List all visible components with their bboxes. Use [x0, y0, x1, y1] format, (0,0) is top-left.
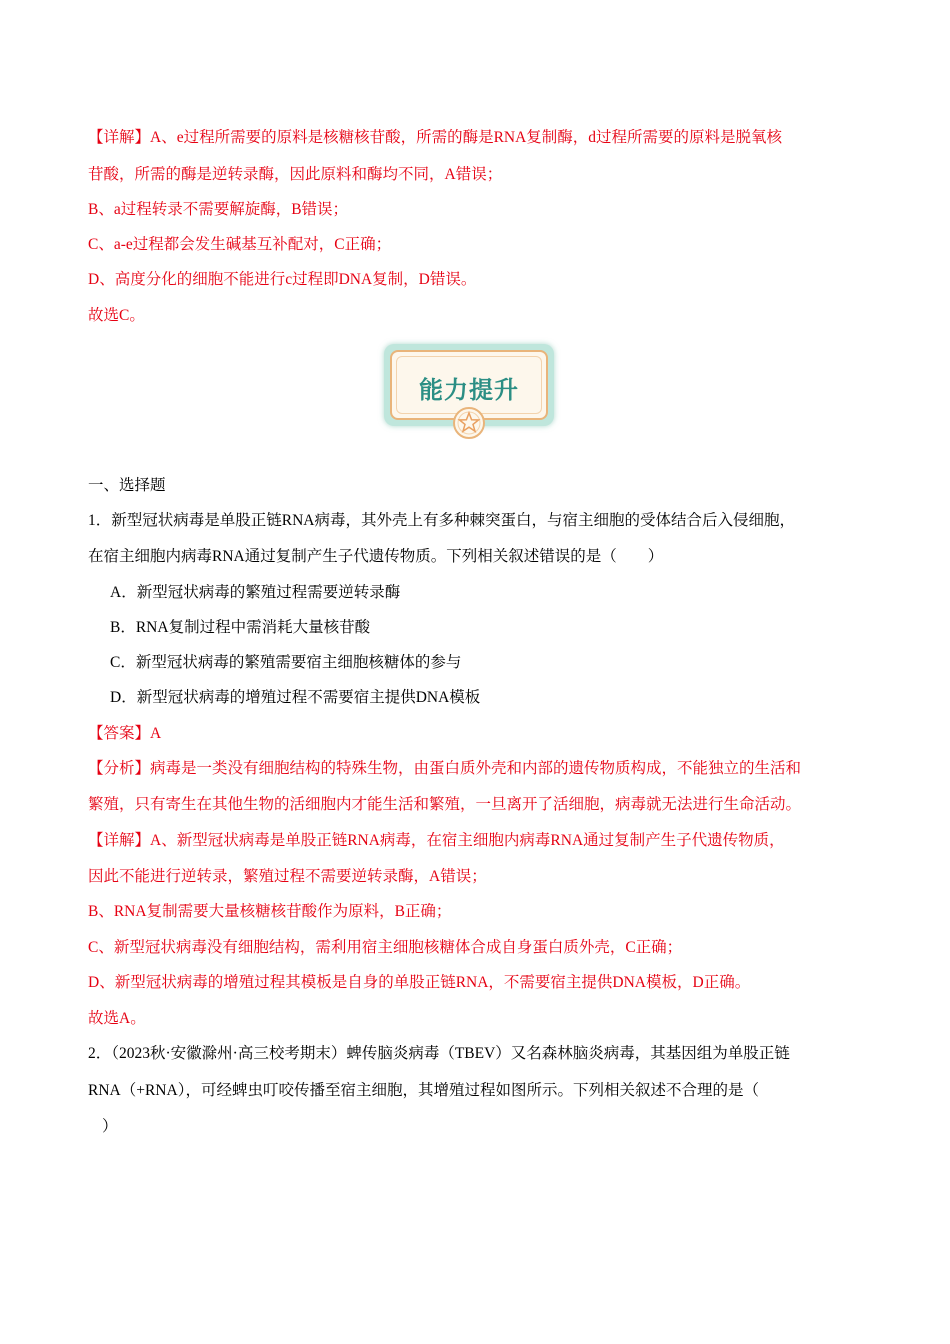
section-heading: 一、选择题: [88, 477, 166, 494]
q1-analysis-line-1: 【分析】病毒是一类没有细胞结构的特殊生物，由蛋白质外壳和内部的遗传物质构成，不能独立的生活和: [88, 760, 802, 777]
detail-line-1: 【详解】A、e过程所需要的原料是核糖核苷酸，所需的酶是RNA复制酶，d过程所需要的原料是脱氧核: [88, 129, 783, 146]
q2-stem-line-2: RNA（+RNA），可经蜱虫叮咬传播至宿主细胞，其增殖过程如图所示。下列相关叙述不合理的是（: [88, 1082, 759, 1099]
badge-title: 能力提升: [419, 376, 519, 404]
detail-line-2: 苷酸，所需的酶是逆转录酶，因此原料和酶均不同，A错误；: [88, 166, 503, 183]
detail-conclusion: 故选C。: [88, 307, 145, 324]
q1-analysis-line-2: 繁殖，只有寄生在其他生物的活细胞内才能生活和繁殖，一旦离开了活细胞，病毒就无法进行生命活动。: [88, 796, 802, 813]
q1-option-d: D．新型冠状病毒的增殖过程不需要宿主提供DNA模板: [110, 689, 481, 706]
detail-line-b: B、a过程转录不需要解旋酶，B错误；: [88, 201, 349, 218]
q1-option-b: B．RNA复制过程中需消耗大量核苷酸: [110, 619, 371, 636]
q1-option-a: A．新型冠状病毒的繁殖过程需要逆转录酶: [110, 584, 401, 601]
detail-line-d: D、高度分化的细胞不能进行c过程即DNA复制，D错误。: [88, 271, 477, 288]
star-icon: [452, 406, 486, 440]
section-badge: [384, 344, 554, 434]
q2-stem-line-1: 2．（2023秋·安徽滁州·高三校考期末）蜱传脑炎病毒（TBEV）又名森林脑炎病毒，其基因组为单股正链: [88, 1045, 790, 1062]
q1-detail-d: D、新型冠状病毒的增殖过程其模板是自身的单股正链RNA，不需要宿主提供DNA模板，D正确。: [88, 974, 751, 991]
q1-detail-c: C、新型冠状病毒没有细胞结构，需利用宿主细胞核糖体合成自身蛋白质外壳，C正确；: [88, 939, 683, 956]
q1-detail-line-1: 【详解】A、新型冠状病毒是单股正链RNA病毒，在宿主细胞内病毒RNA通过复制产生子代遗传物质，: [88, 832, 785, 849]
detail-line-c: C、a-e过程都会发生碱基互补配对，C正确；: [88, 236, 392, 253]
q1-answer: 【答案】A: [88, 725, 162, 742]
q1-stem-line-2: 在宿主细胞内病毒RNA通过复制产生子代遗传物质。下列相关叙述错误的是（ ）: [88, 548, 664, 565]
q1-option-c: C．新型冠状病毒的繁殖需要宿主细胞核糖体的参与: [110, 654, 462, 671]
q2-stem-line-3: ）: [102, 1118, 118, 1135]
q1-detail-line-2: 因此不能进行逆转录，繁殖过程不需要逆转录酶，A错误；: [88, 868, 487, 885]
q1-detail-b: B、RNA复制需要大量核糖核苷酸作为原料，B正确；: [88, 903, 452, 920]
q1-stem-line-1: 1．新型冠状病毒是单股正链RNA病毒，其外壳上有多种棘突蛋白，与宿主细胞的受体结合后入侵细胞，: [88, 512, 795, 529]
q1-conclusion: 故选A。: [88, 1010, 146, 1027]
